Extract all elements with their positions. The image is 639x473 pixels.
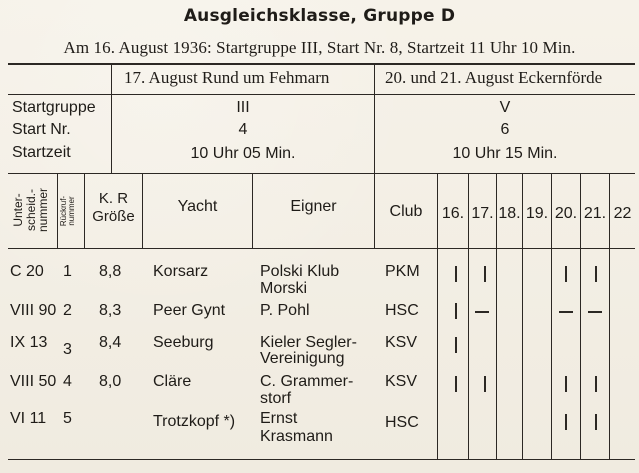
row-5-eigner-line-2: Krasmann xyxy=(260,428,333,445)
row-2-rueckruf: 2 xyxy=(63,302,72,319)
left-start-nr-value: 4 xyxy=(238,121,248,138)
eigner-header: Eigner xyxy=(290,198,337,215)
row-2-kr: 8,3 xyxy=(99,302,122,319)
left-startzeit-value: 10 Uhr 05 Min. xyxy=(190,145,296,162)
row-1-mark-20 xyxy=(565,266,567,282)
row-1-mark-21 xyxy=(595,266,597,282)
row-1-rueckruf: 1 xyxy=(63,263,72,280)
row-4-mark-16 xyxy=(455,376,457,392)
club-header: Club xyxy=(389,203,423,220)
row-4-unterscheid: VIII 50 xyxy=(10,373,57,390)
row-1-club: PKM xyxy=(385,263,420,280)
kr-header-line1: K. R xyxy=(98,190,129,207)
rueckruf-header: Rückruf-nummer xyxy=(59,195,77,227)
row-3-club: KSV xyxy=(385,334,418,351)
row-1-yacht: Korsarz xyxy=(153,263,209,280)
row-5-yacht: Trotzkopf *) xyxy=(153,413,236,430)
row-4-yacht: Cläre xyxy=(153,373,192,390)
yacht-header: Yacht xyxy=(177,198,218,215)
row-2-yacht: Peer Gynt xyxy=(153,302,226,319)
unterscheid-header: Unter-scheid.-nummer xyxy=(11,188,51,233)
table-header-rule xyxy=(8,248,635,249)
day-18-header: 18. xyxy=(498,205,521,222)
bottom-rule xyxy=(8,459,635,460)
day-17-header: 17. xyxy=(471,205,494,222)
mid-rule xyxy=(8,173,635,174)
row-2-mark-17 xyxy=(475,311,489,313)
row-1-eigner-line-1: Polski Klub xyxy=(260,263,340,280)
day-16-header: 16. xyxy=(441,205,465,222)
left-event-title: 17. August Rund um Fehmarn xyxy=(124,68,330,87)
row-2-mark-16 xyxy=(455,303,457,319)
row-3-unterscheid: IX 13 xyxy=(10,334,48,351)
start-nr-label: Start Nr. xyxy=(12,121,71,138)
day-19-header: 19. xyxy=(525,205,549,222)
row-1-mark-16 xyxy=(455,266,457,282)
row-1-mark-17 xyxy=(484,266,486,282)
startgruppe-label: Startgruppe xyxy=(12,99,96,116)
top-rule xyxy=(8,63,635,65)
row-2-unterscheid: VIII 90 xyxy=(10,302,57,319)
row-1-kr: 8,8 xyxy=(99,263,122,280)
row-2-mark-21 xyxy=(588,311,602,313)
right-startgruppe-value: V xyxy=(499,99,511,116)
row-3-eigner-line-2: Vereinigung xyxy=(260,350,345,367)
row-1-unterscheid: C 20 xyxy=(10,263,44,280)
row-2-mark-20 xyxy=(559,311,573,313)
left-startgruppe-value: III xyxy=(236,99,250,116)
day-21-header: 21. xyxy=(583,205,607,222)
right-event-title: 20. und 21. August Eckernförde xyxy=(385,68,603,87)
startzeit-label: Startzeit xyxy=(12,144,71,161)
row-4-kr: 8,0 xyxy=(99,373,122,390)
row-4-mark-20 xyxy=(565,376,567,392)
col-divider-1 xyxy=(57,174,58,248)
row-4-club: KSV xyxy=(385,373,418,390)
header-rule xyxy=(8,94,635,95)
row-3-mark-16 xyxy=(455,337,457,353)
right-startzeit-value: 10 Uhr 15 Min. xyxy=(452,145,558,162)
row-3-rueckruf: 3 xyxy=(63,341,72,358)
row-2-eigner-line-1: P. Pohl xyxy=(260,302,310,319)
row-4-eigner-line-1: C. Grammer- xyxy=(260,373,354,390)
document-subtitle: Am 16. August 1936: Startgruppe III, Start Nr. 8, Startzeit 11 Uhr 10 Min. xyxy=(63,38,576,57)
document-title: Ausgleichsklasse, Gruppe D xyxy=(183,6,456,26)
row-2-club: HSC xyxy=(385,302,419,319)
day-20-header: 20. xyxy=(554,205,578,222)
row-3-yacht: Seeburg xyxy=(153,334,214,351)
row-5-club: HSC xyxy=(385,414,419,431)
row-4-mark-17 xyxy=(484,376,486,392)
row-5-mark-21 xyxy=(595,414,597,430)
row-5-eigner-line-1: Ernst xyxy=(260,410,298,427)
row-1-eigner-line-2: Morski xyxy=(260,280,308,297)
row-5-unterscheid: VI 11 xyxy=(10,410,47,427)
row-5-rueckruf: 5 xyxy=(63,410,72,427)
row-3-eigner-line-1: Kieler Segler- xyxy=(260,334,357,351)
row-4-mark-21 xyxy=(595,376,597,392)
row-5-mark-20 xyxy=(565,414,567,430)
row-3-kr: 8,4 xyxy=(99,334,122,351)
row-4-eigner-line-2: storf xyxy=(260,390,292,407)
day-22-header: 22 xyxy=(613,205,632,222)
right-start-nr-value: 6 xyxy=(500,121,510,138)
kr-header-line2: Größe xyxy=(92,208,135,225)
row-4-rueckruf: 4 xyxy=(63,373,72,390)
